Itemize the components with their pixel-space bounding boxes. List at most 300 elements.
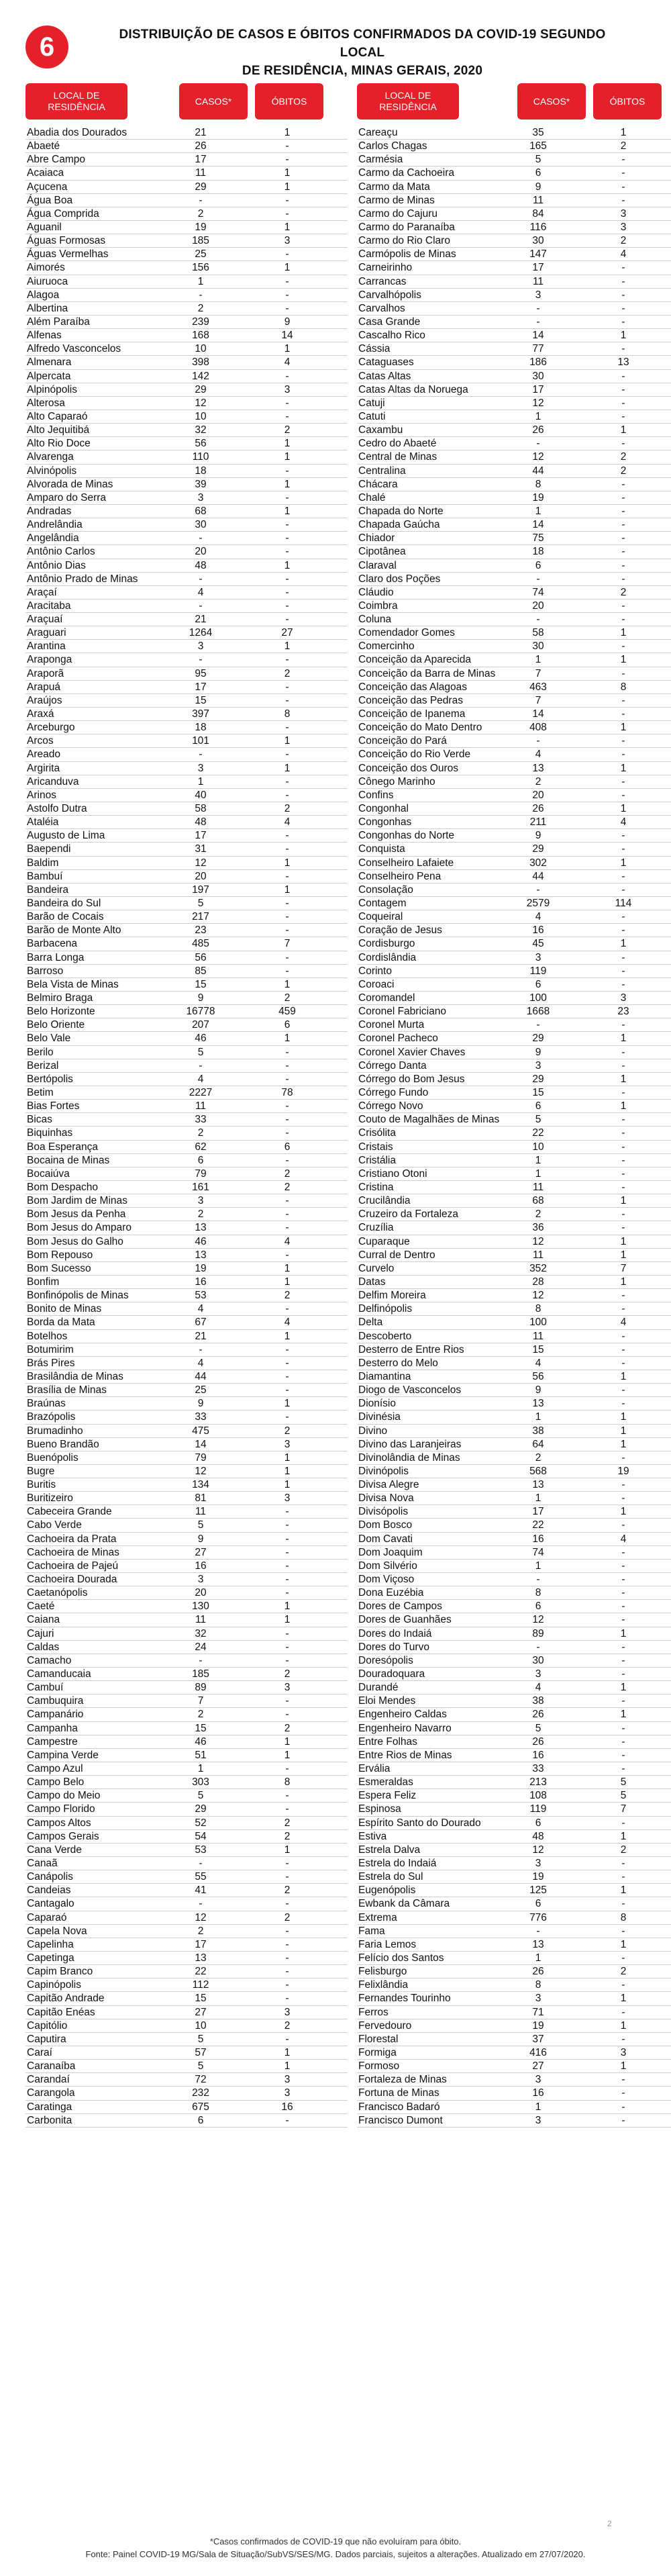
municipality-name: Dona Euzébia <box>358 1587 424 1599</box>
cases-value: 568 <box>529 1465 547 1477</box>
deaths-value: - <box>621 1046 625 1058</box>
deaths-value: - <box>285 1858 289 1869</box>
cases-value: 3 <box>197 1195 204 1207</box>
cases-value: 29 <box>532 843 544 855</box>
table-row <box>357 1167 671 1181</box>
municipality-name: Água Boa <box>27 194 73 206</box>
table-row <box>25 951 348 965</box>
municipality-name: Campo Belo <box>27 1776 85 1788</box>
cases-value: 16 <box>195 1276 207 1288</box>
deaths-value: 14 <box>281 330 293 342</box>
municipality-name: Cambuquira <box>27 1695 84 1707</box>
cases-value: 100 <box>529 992 547 1004</box>
deaths-value: - <box>621 694 625 706</box>
deaths-value: - <box>285 1546 289 1558</box>
deaths-value: 2 <box>284 1722 291 1734</box>
municipality-name: Central de Minas <box>358 451 437 463</box>
cases-value: 6 <box>535 978 541 990</box>
table-row <box>357 2006 671 2019</box>
cases-value: 1 <box>535 1952 541 1964</box>
municipality-name: Barão de Cocais <box>27 911 104 923</box>
deaths-value: - <box>285 1222 289 1234</box>
table-row <box>25 1425 348 1438</box>
municipality-name: Carmésia <box>358 154 403 166</box>
municipality-name: Bom Jesus do Amparo <box>27 1222 132 1234</box>
cases-value: 89 <box>195 1682 207 1694</box>
municipality-name: Boa Esperança <box>27 1141 98 1153</box>
cases-value: 15 <box>195 694 207 706</box>
deaths-value: 7 <box>620 1262 627 1274</box>
deaths-value: - <box>285 775 289 788</box>
municipality-name: Chácara <box>358 478 398 490</box>
cases-value: 142 <box>192 370 209 382</box>
deaths-value: 1 <box>284 221 291 233</box>
deaths-value: 1 <box>620 1885 627 1897</box>
deaths-value: - <box>285 1952 289 1964</box>
table-row <box>357 721 671 734</box>
deaths-value: - <box>285 140 289 152</box>
table-row <box>25 1965 348 1978</box>
cases-value: 46 <box>195 1235 207 1247</box>
deaths-value: 6 <box>284 1141 291 1153</box>
deaths-value: - <box>621 2101 625 2113</box>
table-row <box>25 1830 348 1844</box>
deaths-value: - <box>285 830 289 842</box>
municipality-name: Dores do Indaiá <box>358 1627 432 1639</box>
municipality-name: Catuti <box>358 410 386 422</box>
cases-value: 14 <box>532 708 544 720</box>
municipality-name: Amparo do Serra <box>27 491 107 504</box>
municipality-name: Coronel Fabriciano <box>358 1006 446 1018</box>
table-row <box>357 1911 671 1925</box>
deaths-value: 3 <box>620 221 627 233</box>
cases-value: 2 <box>535 1451 541 1464</box>
municipality-name: Desterro de Entre Rios <box>358 1343 464 1355</box>
cases-value: 165 <box>529 140 547 152</box>
municipality-name: Araçaí <box>27 586 57 598</box>
deaths-value: - <box>621 1668 625 1680</box>
municipality-name: Canaã <box>27 1858 58 1869</box>
municipality-name: Argirita <box>27 762 60 774</box>
table-row <box>25 1884 348 1897</box>
table-row <box>357 1492 671 1505</box>
deaths-value: - <box>621 911 625 923</box>
municipality-name: Esmeraldas <box>358 1776 413 1788</box>
municipality-name: Araxá <box>27 708 54 720</box>
deaths-value: 1 <box>620 654 627 666</box>
deaths-value: 1 <box>620 1938 627 1950</box>
deaths-value: - <box>621 1019 625 1031</box>
deaths-value: 9 <box>284 316 291 328</box>
cases-value: 33 <box>195 1114 207 1126</box>
table-row <box>357 951 671 965</box>
municipality-name: Campina Verde <box>27 1749 99 1761</box>
municipality-name: Berilo <box>27 1046 54 1058</box>
municipality-name: Engenheiro Caldas <box>358 1709 447 1721</box>
table-row <box>25 1046 348 1059</box>
municipality-name: Formoso <box>358 2060 400 2072</box>
deaths-value: - <box>621 749 625 761</box>
table-row <box>357 1141 671 1154</box>
table-row <box>25 2033 348 2046</box>
cases-value: - <box>199 1654 203 1666</box>
cases-value: 2579 <box>526 898 550 910</box>
cases-value: 116 <box>529 221 547 233</box>
table-row <box>25 653 348 667</box>
deaths-value: 3 <box>284 2074 291 2086</box>
deaths-value: - <box>621 843 625 855</box>
municipality-name: Carmo da Mata <box>358 181 430 193</box>
table-row <box>25 1167 348 1181</box>
cases-value: 1264 <box>189 627 213 639</box>
table-row <box>25 1560 348 1573</box>
municipality-name: Bom Sucesso <box>27 1262 91 1274</box>
deaths-value: - <box>621 924 625 937</box>
municipality-name: Congonhal <box>358 803 409 815</box>
deaths-value: - <box>285 654 289 666</box>
municipality-name: Botelhos <box>27 1330 68 1342</box>
deaths-value: - <box>285 1938 289 1950</box>
deaths-value: 2 <box>284 2019 291 2032</box>
municipality-name: Capetinga <box>27 1952 74 1964</box>
deaths-value: 16 <box>281 2101 293 2113</box>
municipality-name: Alpercata <box>27 370 71 382</box>
municipality-name: Camacho <box>27 1654 72 1666</box>
table-row <box>357 1181 671 1194</box>
cases-value: 6 <box>535 1898 541 1910</box>
deaths-value: - <box>621 410 625 422</box>
table-row <box>25 1789 348 1803</box>
municipality-name: Carmo do Rio Claro <box>358 235 450 247</box>
municipality-name: Almenara <box>27 356 72 369</box>
deaths-value: 2 <box>284 992 291 1004</box>
municipality-name: Córrego Fundo <box>358 1086 429 1098</box>
deaths-value: - <box>621 1303 625 1315</box>
table-row <box>357 275 671 289</box>
municipality-name: Catuji <box>358 397 385 409</box>
municipality-name: Caputira <box>27 2033 66 2045</box>
table-row <box>357 1194 671 1208</box>
table-row <box>25 1776 348 1789</box>
municipality-name: Bias Fortes <box>27 1100 80 1112</box>
deaths-value: - <box>285 573 289 585</box>
table-row <box>25 721 348 734</box>
cases-value: 26 <box>195 140 207 152</box>
municipality-name: Caparaó <box>27 1911 67 1923</box>
deaths-value: 1 <box>284 1479 291 1491</box>
cases-value: 1668 <box>526 1006 550 1018</box>
cases-value: 12 <box>195 397 207 409</box>
deaths-value: 1 <box>284 1262 291 1274</box>
table-row <box>357 478 671 491</box>
cases-value: 3 <box>535 1858 541 1869</box>
municipality-name: Dom Silvério <box>358 1560 417 1572</box>
municipality-name: Bugre <box>27 1465 55 1477</box>
table-row <box>357 1262 671 1276</box>
municipality-name: Cristália <box>358 1154 396 1166</box>
cases-value: 134 <box>192 1479 209 1491</box>
cases-value: 6 <box>535 559 541 571</box>
table-row <box>25 978 348 992</box>
cases-value: 68 <box>195 505 207 517</box>
table-row <box>25 762 348 775</box>
deaths-value: - <box>621 1384 625 1396</box>
table-row <box>357 802 671 816</box>
table-row <box>25 937 348 951</box>
table-row <box>357 153 671 166</box>
cases-value: 48 <box>195 816 207 828</box>
deaths-value: 1 <box>620 1276 627 1288</box>
deaths-value: - <box>621 1695 625 1707</box>
table-row <box>25 1586 348 1600</box>
table-row <box>25 1438 348 1451</box>
cases-value: 9 <box>535 1384 541 1396</box>
cases-value: 1 <box>535 1154 541 1166</box>
municipality-name: Brasília de Minas <box>27 1384 107 1396</box>
municipality-name: Carbonita <box>27 2114 72 2126</box>
table-row <box>357 1857 671 1870</box>
cases-value: 3 <box>535 1668 541 1680</box>
deaths-value: - <box>285 275 289 287</box>
table-row <box>357 1978 671 1992</box>
deaths-value: - <box>285 600 289 612</box>
municipality-name: Aguanil <box>27 221 62 233</box>
table-row <box>357 289 671 302</box>
deaths-value: - <box>285 1249 289 1261</box>
municipality-name: Dom Viçoso <box>358 1574 415 1586</box>
cases-value: - <box>199 532 203 544</box>
municipality-name: Campo Azul <box>27 1763 83 1775</box>
municipality-name: Cabo Verde <box>27 1519 82 1531</box>
deaths-value: - <box>285 1533 289 1545</box>
cases-value: 12 <box>195 1465 207 1477</box>
deaths-value: 7 <box>620 1803 627 1815</box>
deaths-value: 1 <box>620 803 627 815</box>
cases-value: 26 <box>532 803 544 815</box>
table-row <box>357 1519 671 1532</box>
cases-value: 51 <box>195 1749 207 1761</box>
municipality-name: Delta <box>358 1317 383 1329</box>
municipality-name: Acaiaca <box>27 167 64 179</box>
cases-value: - <box>536 573 540 585</box>
table-row <box>357 491 671 505</box>
cases-value: 110 <box>192 451 209 463</box>
table-row <box>25 1289 348 1302</box>
table-row <box>357 465 671 478</box>
municipality-name: Baependi <box>27 843 71 855</box>
cases-value: 35 <box>532 127 544 138</box>
table-row <box>357 1276 671 1289</box>
cases-value: 17 <box>532 262 544 274</box>
deaths-value: - <box>285 951 289 963</box>
deaths-value: 8 <box>284 708 291 720</box>
deaths-value: - <box>621 1587 625 1599</box>
table-row <box>25 1992 348 2005</box>
table-row <box>357 708 671 721</box>
cases-value: 55 <box>195 1871 207 1883</box>
deaths-value: 2 <box>284 667 291 679</box>
municipality-name: Arapuá <box>27 681 60 693</box>
cases-value: 37 <box>532 2033 544 2045</box>
table-row <box>357 829 671 843</box>
municipality-name: Congonhas <box>358 816 412 828</box>
cases-value: 211 <box>529 816 547 828</box>
cases-value: 156 <box>192 262 209 274</box>
table-row <box>357 1965 671 1978</box>
municipality-name: Dores do Turvo <box>358 1641 429 1653</box>
municipality-name: Conceição do Mato Dentro <box>358 722 482 734</box>
cases-value: 5 <box>197 1790 204 1802</box>
municipality-name: Capinópolis <box>27 1979 81 1991</box>
deaths-value: 4 <box>284 1317 291 1329</box>
cases-value: 17 <box>532 383 544 395</box>
deaths-value: 1 <box>284 1601 291 1613</box>
cases-value: 19 <box>532 1871 544 1883</box>
table-row <box>357 329 671 342</box>
cases-value: - <box>536 1019 540 1031</box>
table-row <box>25 1938 348 1952</box>
cases-value: 4 <box>197 586 204 598</box>
column-headers <box>0 83 671 120</box>
deaths-value: - <box>285 532 289 544</box>
municipality-name: Cachoeira da Prata <box>27 1533 117 1545</box>
table-row <box>357 1817 671 1830</box>
cases-value: 397 <box>192 708 209 720</box>
cases-value: 12 <box>532 1235 544 1247</box>
municipality-name: Caratinga <box>27 2101 72 2113</box>
cases-value: 5 <box>197 2033 204 2045</box>
deaths-value: - <box>621 289 625 301</box>
deaths-value: - <box>285 1519 289 1531</box>
deaths-value: - <box>285 1411 289 1423</box>
municipality-name: Aracitaba <box>27 600 71 612</box>
table-row <box>357 221 671 234</box>
municipality-name: Bambuí <box>27 870 63 882</box>
deaths-value: 114 <box>615 898 632 910</box>
table-row <box>25 734 348 748</box>
table-row <box>25 248 348 261</box>
footnote: *Casos confirmados de COVID-19 que não evoluíram para óbito. <box>209 2536 462 2546</box>
table-row <box>25 1573 348 1586</box>
table-row <box>357 1302 671 1316</box>
deaths-value: 1 <box>620 1709 627 1721</box>
cases-value: 21 <box>195 127 207 138</box>
municipality-name: Buritis <box>27 1479 56 1491</box>
municipality-name: Borda da Mata <box>27 1317 95 1329</box>
deaths-value: 1 <box>284 1844 291 1856</box>
municipality-name: Faria Lemos <box>358 1938 417 1950</box>
cases-value: 17 <box>532 1506 544 1518</box>
municipality-name: Carvalhópolis <box>358 289 421 301</box>
table-row <box>357 1546 671 1560</box>
deaths-value: - <box>285 410 289 422</box>
municipality-name: Coluna <box>358 614 392 626</box>
deaths-value: - <box>621 343 625 355</box>
cases-value: 18 <box>532 546 544 558</box>
municipality-name: Chapada Gaúcha <box>358 519 440 531</box>
cases-value: 12 <box>532 1290 544 1302</box>
deaths-value: - <box>621 1343 625 1355</box>
table-row <box>25 1695 348 1708</box>
municipality-name: Cristina <box>358 1181 394 1193</box>
deaths-value: 3 <box>284 235 291 247</box>
deaths-value: - <box>285 194 289 206</box>
cases-value: 3 <box>197 762 204 774</box>
cases-value: 26 <box>532 424 544 436</box>
deaths-value: 1 <box>284 2060 291 2072</box>
cases-value: 108 <box>529 1790 547 1802</box>
table-row <box>25 694 348 708</box>
municipality-name: Espírito Santo do Dourado <box>358 1817 481 1829</box>
cases-value: 10 <box>195 410 207 422</box>
left-header-obitos: ÓBITOS <box>255 83 323 120</box>
table-row <box>25 1032 348 1045</box>
deaths-value: - <box>621 951 625 963</box>
deaths-value: 1 <box>620 424 627 436</box>
deaths-value: - <box>621 154 625 166</box>
table-row <box>25 1668 348 1681</box>
municipality-name: Campo Florido <box>27 1803 95 1815</box>
municipality-name: Felixlândia <box>358 1979 409 1991</box>
municipality-name: Cordisburgo <box>358 938 415 950</box>
municipality-name: Conceição do Pará <box>358 735 447 747</box>
table-row <box>357 166 671 180</box>
table-row <box>25 1762 348 1776</box>
deaths-value: - <box>285 1763 289 1775</box>
deaths-value: - <box>621 1858 625 1869</box>
municipality-name: Campo do Meio <box>27 1790 101 1802</box>
table-row <box>25 1113 348 1127</box>
municipality-name: Couto de Magalhães de Minas <box>358 1114 500 1126</box>
cases-value: 17 <box>195 154 207 166</box>
municipality-name: Cachoeira Dourada <box>27 1574 117 1586</box>
cases-value: 13 <box>195 1952 207 1964</box>
cases-value: 11 <box>195 1614 207 1626</box>
deaths-value: - <box>285 1046 289 1058</box>
table-row <box>357 734 671 748</box>
table-row <box>25 1073 348 1086</box>
table-row <box>25 1505 348 1519</box>
table-row <box>357 194 671 207</box>
deaths-value: - <box>285 519 289 531</box>
municipality-name: Careaçu <box>358 127 398 138</box>
deaths-value: - <box>621 559 625 571</box>
table-row <box>25 559 348 573</box>
deaths-value: 3 <box>284 1438 291 1450</box>
municipality-name: Delfinópolis <box>358 1303 413 1315</box>
table-row <box>25 383 348 397</box>
municipality-name: Chiador <box>358 532 395 544</box>
table-row <box>357 1100 671 1113</box>
cases-value: 125 <box>529 1885 547 1897</box>
municipality-name: Cássia <box>358 343 391 355</box>
municipality-name: Aimorés <box>27 262 65 274</box>
table-row <box>25 965 348 978</box>
cases-value: 28 <box>532 1276 544 1288</box>
municipality-name: Estrela do Indaiá <box>358 1858 437 1869</box>
cases-value: 13 <box>532 1938 544 1950</box>
cases-value: 7 <box>535 667 541 679</box>
cases-value: 22 <box>195 1966 207 1978</box>
municipality-name: Bom Repouso <box>27 1249 93 1261</box>
deaths-value: 2 <box>620 1966 627 1978</box>
cases-value: 11 <box>195 1100 207 1112</box>
municipality-name: Buritizeiro <box>27 1492 73 1505</box>
right-header-local: LOCAL DE RESIDÊNCIA <box>357 83 459 120</box>
cases-value: 56 <box>532 1370 544 1382</box>
deaths-value: - <box>285 965 289 977</box>
table-row <box>25 1411 348 1424</box>
